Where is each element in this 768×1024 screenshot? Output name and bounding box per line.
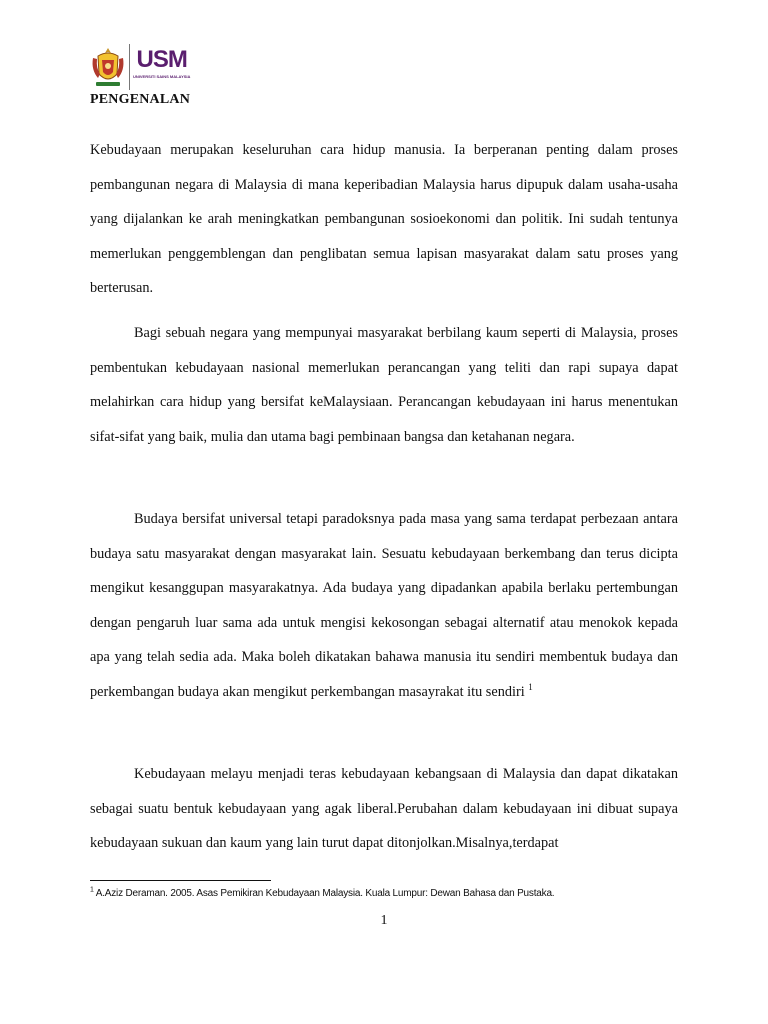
paragraph-4: Kebudayaan melayu menjadi teras kebudayaan kebangsaan di Malaysia dan dapat dikatakan sebagai suatu bentuk kebudayaan yang agak liberal.Perubahan dalam kebudayaan ini dibuat supaya kebudayaan sukuan dan kaum yang lain turut dapat ditonjolkan.Misalnya,terdapat [90,766,678,852]
university-crest-icon [90,44,126,90]
usm-logo-subtitle: UNIVERSITI SAINS MALAYSIA [133,74,191,79]
paragraph-3 [90,502,678,710]
footnote [90,888,554,899]
footnote-text: A.Aziz Deraman. 2005. Asas Pemikiran Kebudayaan Malaysia. Kuala Lumpur: Dewan Bahasa dan Pustaka. [95,888,555,899]
section-heading: PENGENALAN [90,92,191,107]
usm-wordmark [133,46,190,80]
paragraph-2: Bagi sebuah negara yang mempunyai masyarakat berbilang kaum seperti di Malaysia, proses pembentukan kebudayaan nasional memerlukan perancangan yang teliti dan rapi supaya dapat melahirkan cara hidup yang bersifat keMalaysiaan. Perancangan kebudayaan ini harus menentukan sifat-sifat yang baik, mulia dan utama bagi pembinaan bangsa dan ketahanan negara. [90,325,678,445]
footnote-divider [90,880,271,881]
paragraph-1: Kebudayaan merupakan keseluruhan cara hidup manusia. Ia berperanan penting dalam proses pembangunan negara di Malaysia di mana keperibadian Malaysia harus dipupuk dalam usaha-usaha yang dijalankan ke arah meningkatkan pembangunan sosioekonomi dan politik. Ini sudah tentunya memerlukan penggemblengan dan penglibatan semua lapisan masyarakat dalam satu proses yang berterusan. [90,142,678,297]
paragraph-3-text: Budaya bersifat universal tetapi paradoksnya pada masa yang sama terdapat perbezaan antara budaya satu masyarakat dengan masyarakat lain. Sesuatu kebudayaan berkembang dan terus dicipta mengikut kesanggupan masyarakatnya. Ada budaya yang dipadankan apabila berlaku pertembungan dengan pengaruh luar sama ada untuk mengisi kekosongan sebagai alternatif atau menokok kepada apa yang telah sedia ada. Maka boleh dikatakan bahawa manusia itu sendiri membentuk budaya dan perkembangan budaya akan mengikut perkembangan masayrakat itu sendiri [90,511,678,700]
logo-divider [129,44,130,90]
page-number: 1 [380,913,388,928]
usm-logo-text: USM [136,46,187,73]
footnote-marker: 1 [90,886,94,894]
university-logo [90,44,190,90]
footnote-reference[interactable]: 1 [528,682,533,693]
